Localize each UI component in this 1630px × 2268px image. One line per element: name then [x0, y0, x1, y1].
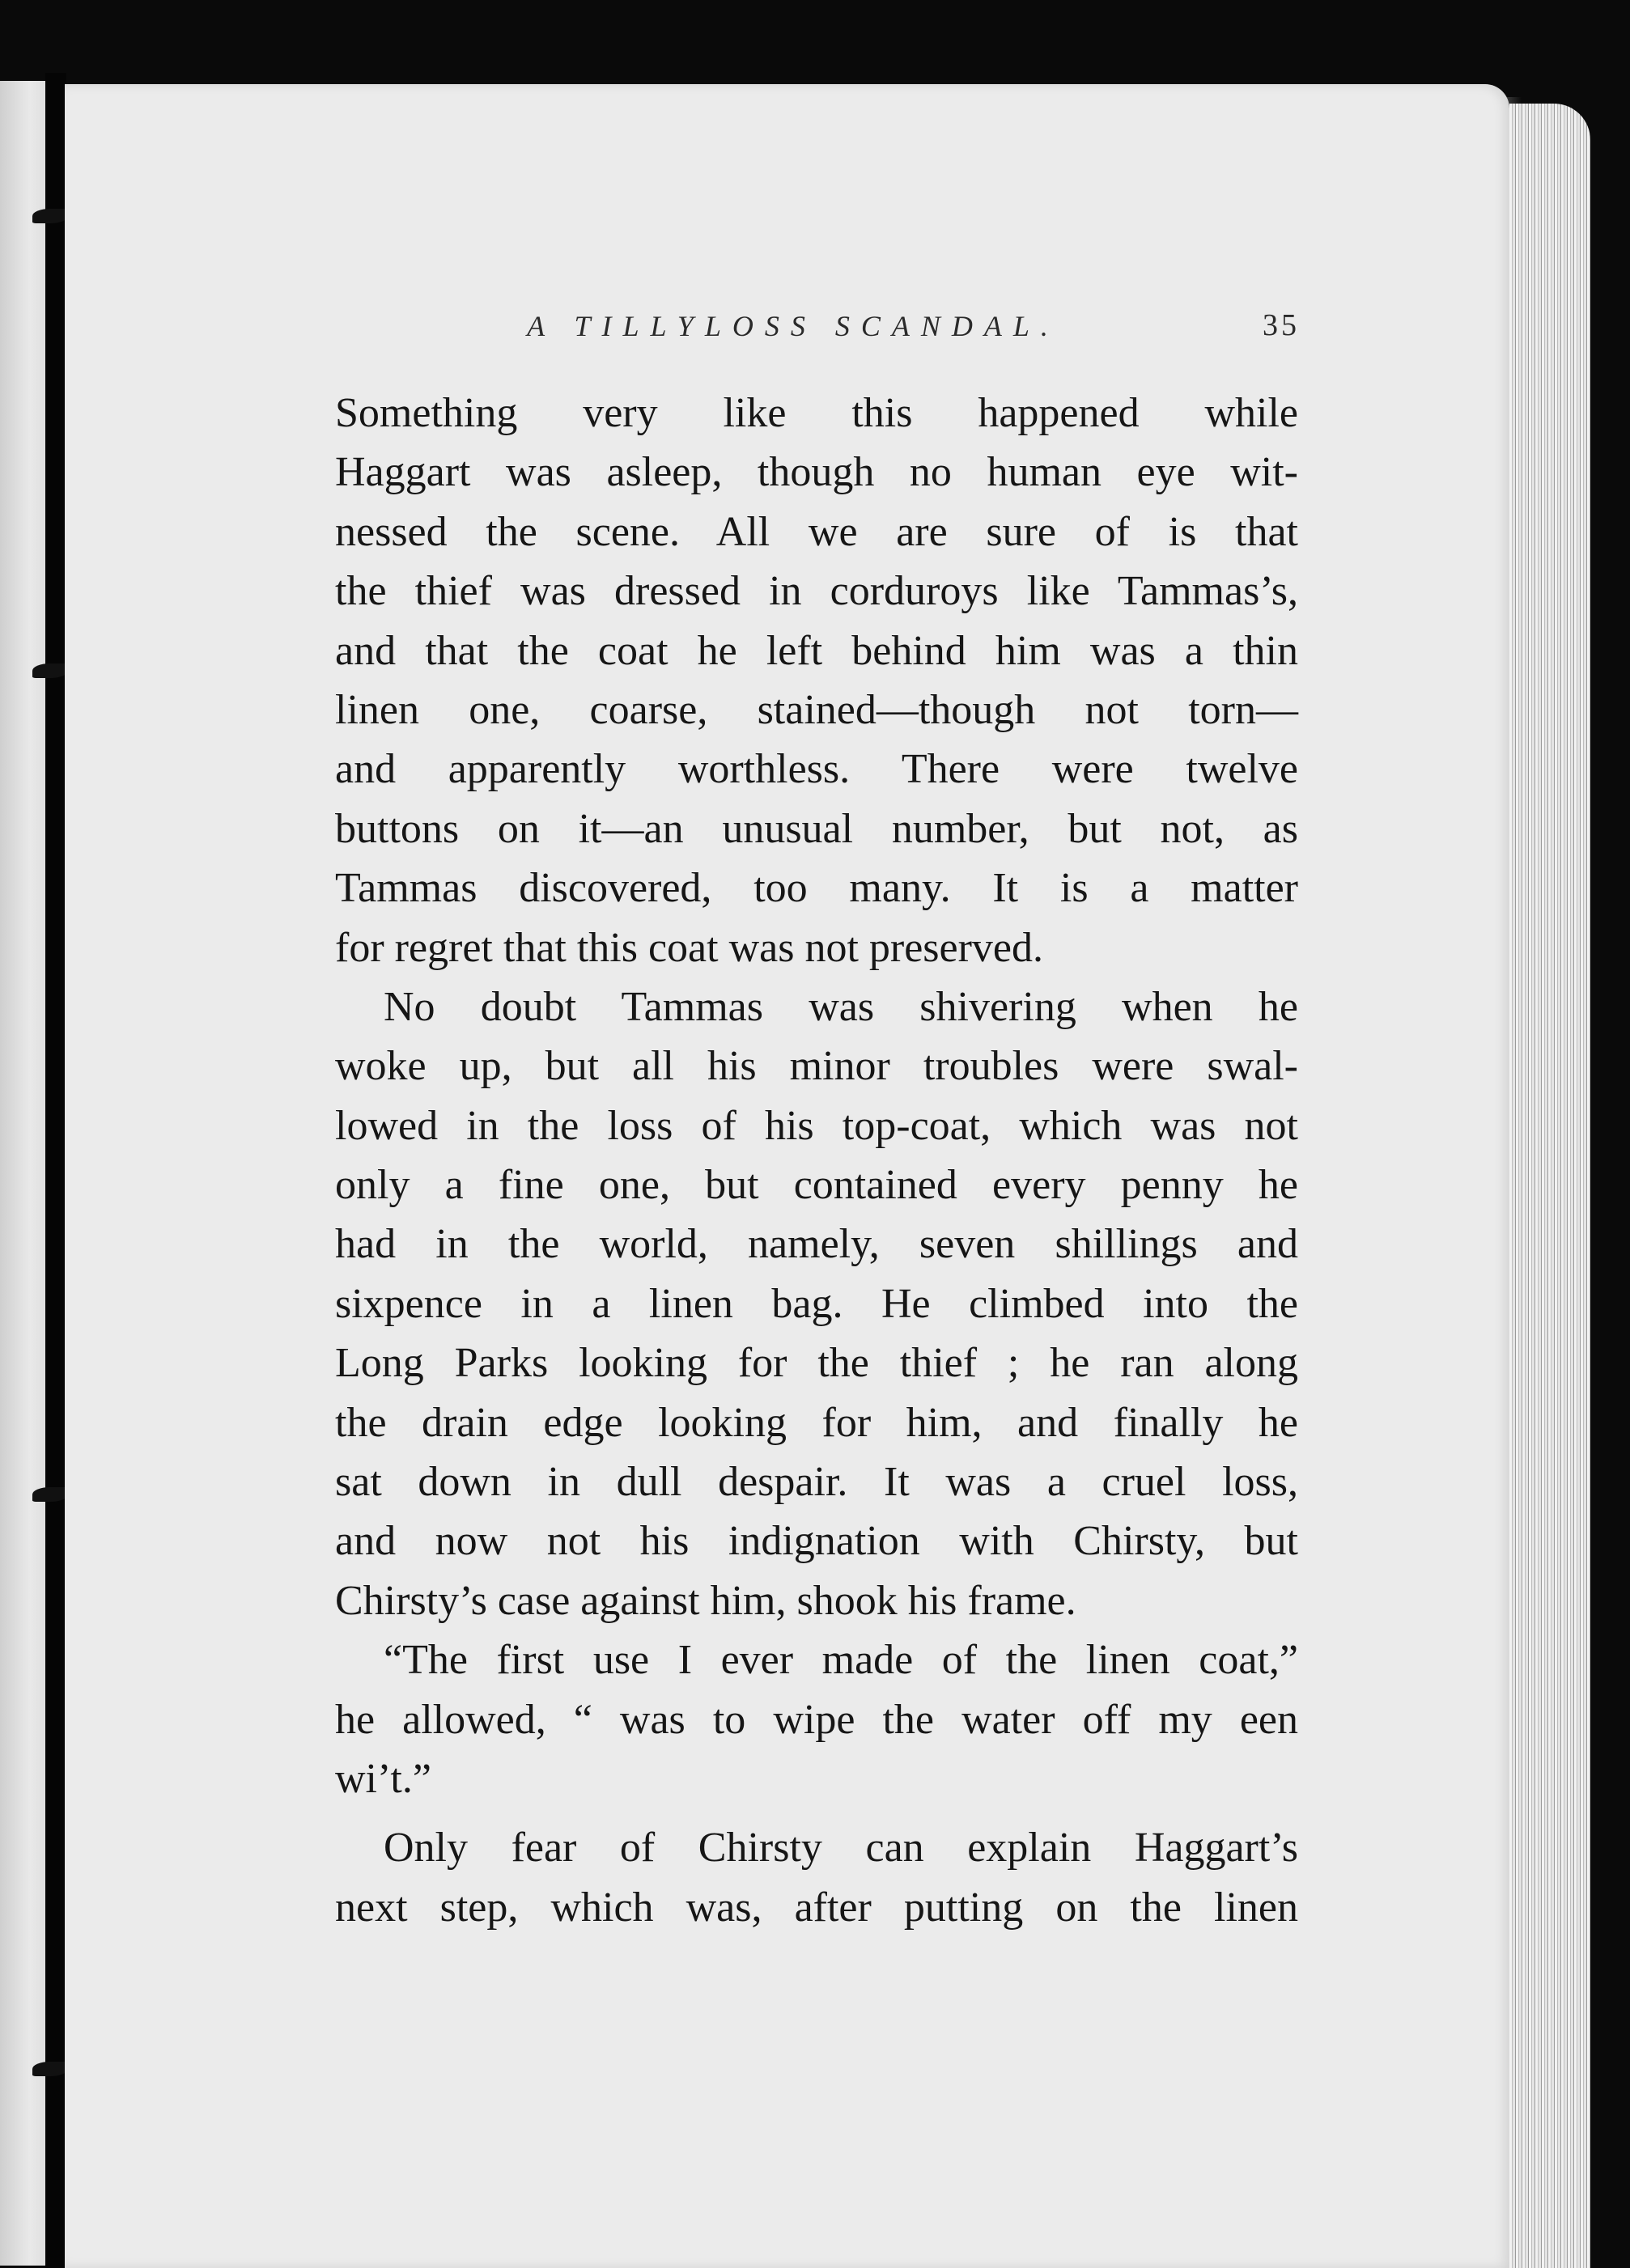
text-line: he allowed, “ was to wipe the water off my een [335, 1696, 1298, 1743]
text-line: linen one, coarse, stained—though not torn— [335, 686, 1298, 733]
text-line: for regret that this coat was not preserved. [335, 924, 1044, 971]
facing-page-edge [0, 81, 50, 2266]
binding-stitch-mark [32, 2062, 68, 2076]
text-line: woke up, but all his minor troubles were swal- [335, 1043, 1298, 1090]
running-head: A TILLYLOSS SCANDAL. [527, 310, 1059, 342]
text-line: Only fear of Chirsty can explain Haggart’s [384, 1825, 1298, 1872]
paragraph-gap [335, 1808, 1298, 1818]
text-line: and that the coat he left behind him was a thin [335, 627, 1298, 674]
text-line: Long Parks looking for the thief ; he ran along [335, 1340, 1298, 1387]
text-line: had in the world, namely, seven shillings and [335, 1221, 1298, 1268]
body-text [335, 384, 1298, 1937]
text-line: the thief was dressed in corduroys like Tammas’s, [335, 568, 1298, 615]
text-line: sixpence in a linen bag. He climbed into the [335, 1280, 1298, 1327]
binding-stitch-mark [32, 209, 68, 223]
text-line: and apparently worthless. There were twelve [335, 746, 1298, 793]
binding-stitch-mark [32, 1487, 68, 1502]
text-line: Tammas discovered, too many. It is a matter [335, 865, 1298, 912]
text-line: buttons on it—an unusual number, but not, as [335, 805, 1298, 852]
text-line: No doubt Tammas was shivering when he [384, 983, 1298, 1030]
binding-gutter [45, 73, 66, 2268]
text-line: sat down in dull despair. It was a cruel loss, [335, 1459, 1298, 1506]
text-line: “The first use I ever made of the linen coat,” [384, 1637, 1298, 1684]
text-line: next step, which was, after putting on the linen [335, 1884, 1298, 1931]
text-line: and now not his indignation with Chirsty, but [335, 1518, 1298, 1565]
binding-stitch-mark [32, 663, 68, 678]
stacked-page-edges [1509, 104, 1590, 2268]
text-line: Chirsty’s case against him, shook his frame. [335, 1577, 1076, 1624]
text-line: Something very like this happened while [335, 390, 1298, 436]
text-line: nessed the scene. All we are sure of is that [335, 508, 1298, 555]
text-line: Haggart was asleep, though no human eye wit- [335, 449, 1298, 496]
page-number: 35 [1263, 308, 1300, 342]
text-line: only a fine one, but contained every penny he [335, 1162, 1298, 1209]
text-line: lowed in the loss of his top-coat, which was not [335, 1102, 1298, 1149]
text-line: wi’t.” [335, 1755, 431, 1802]
text-line: the drain edge looking for him, and finally he [335, 1399, 1298, 1446]
